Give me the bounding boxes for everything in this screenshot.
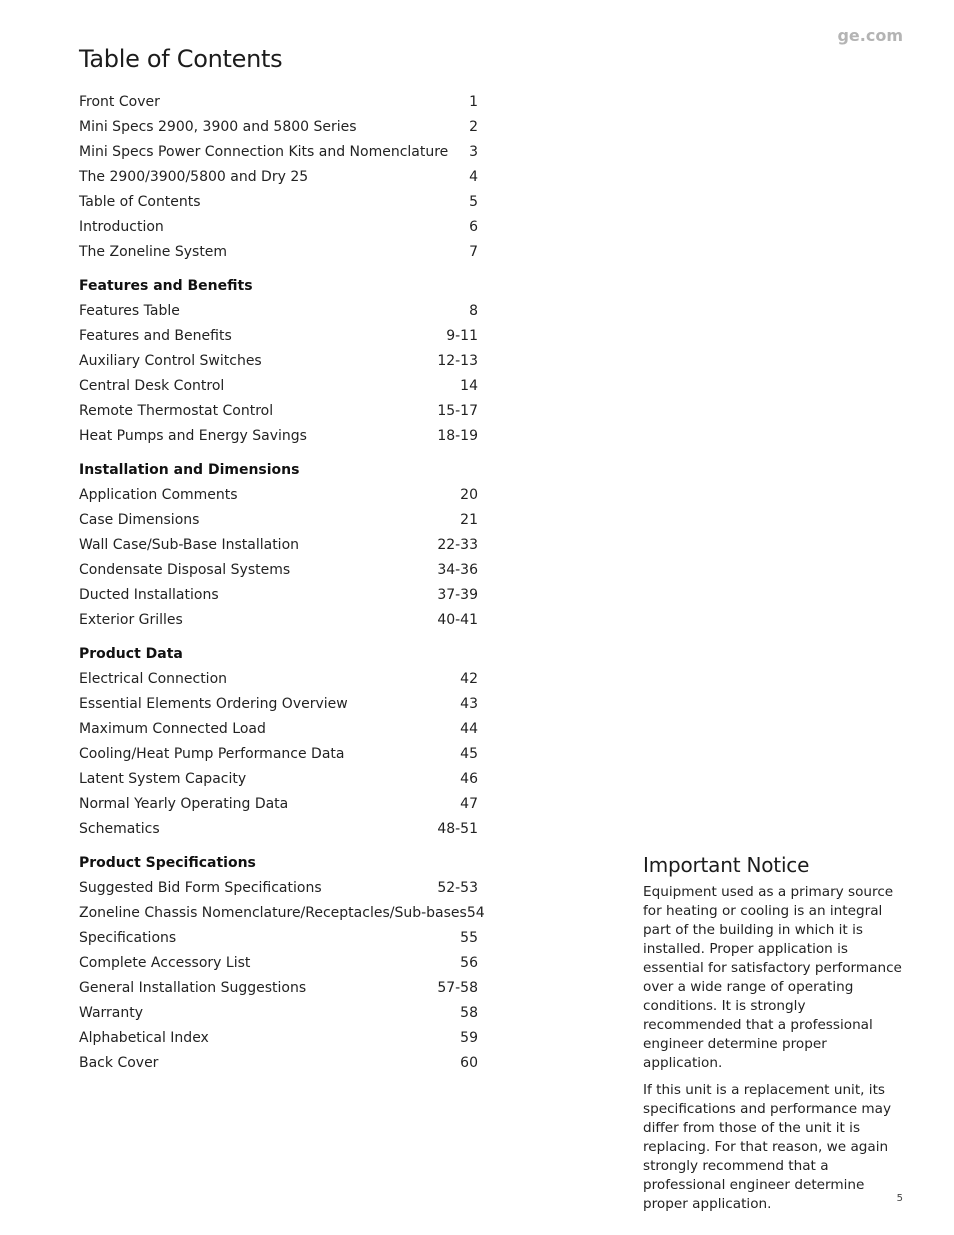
- toc-entry-page: 5: [469, 194, 478, 210]
- toc-entry[interactable]: [79, 817, 478, 842]
- toc-entry-page: 34-36: [437, 562, 478, 578]
- toc-entry[interactable]: [79, 767, 478, 792]
- toc-entry-page: 40-41: [437, 612, 478, 628]
- toc-entry[interactable]: [79, 140, 478, 165]
- toc-entry-label: The 2900/3900/5800 and Dry 25: [79, 169, 309, 185]
- toc-entry[interactable]: [79, 976, 478, 1001]
- notice-paragraph: Equipment used as a primary source for heating or cooling is an integral part of the building in which it is installed. Proper application is essential for satisfactory performance over a wide range of operating conditions. It is strongly recommended that a professional engineer determine proper application.: [643, 884, 902, 1071]
- toc-entry-page: 45: [460, 746, 478, 762]
- toc-entry[interactable]: [79, 324, 478, 349]
- toc-entry-label: Cooling/Heat Pump Performance Data: [79, 746, 345, 762]
- toc-entry-label: Central Desk Control: [79, 378, 225, 394]
- toc-entry-page: 37-39: [437, 587, 478, 603]
- toc-entry-page: 8: [469, 303, 478, 319]
- toc-entry-page: 48-51: [437, 821, 478, 837]
- toc-entry-label: Wall Case/Sub-Base Installation: [79, 537, 300, 553]
- brand-url: ge.com: [837, 26, 903, 45]
- toc-entry-page: 14: [460, 378, 478, 394]
- toc-entry-page: 47: [460, 796, 478, 812]
- toc-entry-label: Complete Accessory List: [79, 955, 251, 971]
- toc-entry-page: 1: [469, 94, 478, 110]
- toc-entry-label: Specifications: [79, 930, 177, 946]
- toc-entry[interactable]: [79, 90, 478, 115]
- toc-entry-page: 7: [469, 244, 478, 260]
- toc-entry-label: Normal Yearly Operating Data: [79, 796, 289, 812]
- toc-entry-label: Introduction: [79, 219, 164, 235]
- toc-entry-label: Application Comments: [79, 487, 238, 503]
- toc-entry-label: Back Cover: [79, 1055, 159, 1071]
- toc-entry-page: 22-33: [437, 537, 478, 553]
- toc-section: [79, 642, 478, 842]
- toc-entry[interactable]: [79, 901, 485, 926]
- toc-entry[interactable]: [79, 583, 478, 608]
- toc-entry-page: 58: [460, 1005, 478, 1021]
- toc-entry[interactable]: [79, 876, 478, 901]
- toc-entry-label: Features Table: [79, 303, 180, 319]
- toc-entry[interactable]: [79, 424, 478, 449]
- toc-entry[interactable]: [79, 508, 478, 533]
- toc-entry[interactable]: [79, 165, 478, 190]
- toc-entry-page: 15-17: [437, 403, 478, 419]
- toc-entry[interactable]: [79, 792, 478, 817]
- toc-entry[interactable]: [79, 115, 478, 140]
- table-of-contents: [79, 90, 485, 1085]
- toc-entry-page: 56: [460, 955, 478, 971]
- toc-entry[interactable]: [79, 483, 478, 508]
- toc-entry-label: Electrical Connection: [79, 671, 228, 687]
- toc-entry[interactable]: [79, 190, 478, 215]
- toc-entry[interactable]: [79, 608, 478, 633]
- toc-entry-label: Suggested Bid Form Specifications: [79, 880, 322, 896]
- toc-entry-page: 43: [460, 696, 478, 712]
- toc-entry-label: Essential Elements Ordering Overview: [79, 696, 348, 712]
- toc-entry[interactable]: [79, 349, 478, 374]
- toc-section-heading: Features and Benefits: [79, 278, 253, 294]
- toc-entry-page: 21: [460, 512, 478, 528]
- toc-section: [79, 274, 478, 449]
- toc-entry-label: The Zoneline System: [79, 244, 228, 260]
- toc-entry[interactable]: [79, 1051, 478, 1076]
- toc-entry-page: 18-19: [437, 428, 478, 444]
- toc-entry-page: 2: [469, 119, 478, 135]
- important-notice: [643, 853, 908, 1222]
- toc-entry-page: 12-13: [437, 353, 478, 369]
- toc-entry[interactable]: [79, 692, 478, 717]
- page-number: 5: [896, 1193, 903, 1204]
- toc-entry-page: 57-58: [437, 980, 478, 996]
- toc-entry-label: Maximum Connected Load: [79, 721, 266, 737]
- toc-entry[interactable]: [79, 951, 478, 976]
- toc-entry-page: 46: [460, 771, 478, 787]
- toc-entry-label: Case Dimensions: [79, 512, 200, 528]
- toc-entry[interactable]: [79, 717, 478, 742]
- toc-entry-label: Remote Thermostat Control: [79, 403, 274, 419]
- toc-entry[interactable]: [79, 374, 478, 399]
- toc-section-heading: Installation and Dimensions: [79, 462, 300, 478]
- toc-entry-label: Features and Benefits: [79, 328, 232, 344]
- toc-entry-label: General Installation Suggestions: [79, 980, 307, 996]
- toc-entry[interactable]: [79, 299, 478, 324]
- toc-entry-page: 6: [469, 219, 478, 235]
- toc-entry-page: 42: [460, 671, 478, 687]
- toc-entry[interactable]: [79, 667, 478, 692]
- toc-entry-label: Condensate Disposal Systems: [79, 562, 291, 578]
- toc-entry[interactable]: [79, 533, 478, 558]
- toc-entry-label: Table of Contents: [79, 194, 201, 210]
- toc-section: [79, 851, 485, 1076]
- toc-entry-page: 3: [469, 144, 478, 160]
- toc-entry-page: 9-11: [446, 328, 478, 344]
- toc-entry-label: Auxiliary Control Switches: [79, 353, 262, 369]
- toc-entry-page: 59: [460, 1030, 478, 1046]
- toc-section-heading: Product Specifications: [79, 855, 256, 871]
- toc-entry-label: Mini Specs 2900, 3900 and 5800 Series: [79, 119, 357, 135]
- toc-entry-label: Warranty: [79, 1005, 144, 1021]
- toc-section: [79, 458, 478, 633]
- toc-entry-label: Alphabetical Index: [79, 1030, 209, 1046]
- toc-entry-page: 20: [460, 487, 478, 503]
- toc-section-heading: Product Data: [79, 646, 183, 662]
- toc-entry[interactable]: [79, 1026, 478, 1051]
- toc-entry-page: 44: [460, 721, 478, 737]
- toc-entry-label: Front Cover: [79, 94, 160, 110]
- toc-entry[interactable]: [79, 558, 478, 583]
- toc-entry[interactable]: [79, 1001, 478, 1026]
- toc-entry-label: Heat Pumps and Energy Savings: [79, 428, 307, 444]
- toc-entry[interactable]: [79, 926, 478, 951]
- toc-entry-label: Ducted Installations: [79, 587, 219, 603]
- toc-entry-page: 4: [469, 169, 478, 185]
- toc-entry-label: Mini Specs Power Connection Kits and Nomenclature: [79, 144, 449, 160]
- toc-entry-label: Schematics: [79, 821, 160, 837]
- notice-title: Important Notice: [643, 853, 810, 877]
- toc-entry-label: Latent System Capacity: [79, 771, 247, 787]
- toc-entry[interactable]: [79, 742, 478, 767]
- notice-paragraph: If this unit is a replacement unit, its specifications and performance may differ from those of the unit it is replacing. For that reason, we again strongly recommend that a professional engineer determine proper application.: [643, 1082, 892, 1212]
- toc-entry[interactable]: [79, 240, 478, 265]
- toc-entry-page: 60: [460, 1055, 478, 1071]
- page-title: Table of Contents: [79, 45, 283, 73]
- toc-section: [79, 90, 478, 265]
- toc-entry[interactable]: [79, 215, 478, 240]
- toc-entry-page: 54: [466, 905, 485, 921]
- toc-entry-page: 55: [460, 930, 478, 946]
- toc-entry-page: 52-53: [437, 880, 478, 896]
- toc-entry-label: Zoneline Chassis Nomenclature/Receptacles/Sub-bases: [79, 905, 467, 921]
- toc-entry-label: Exterior Grilles: [79, 612, 183, 628]
- toc-entry[interactable]: [79, 399, 478, 424]
